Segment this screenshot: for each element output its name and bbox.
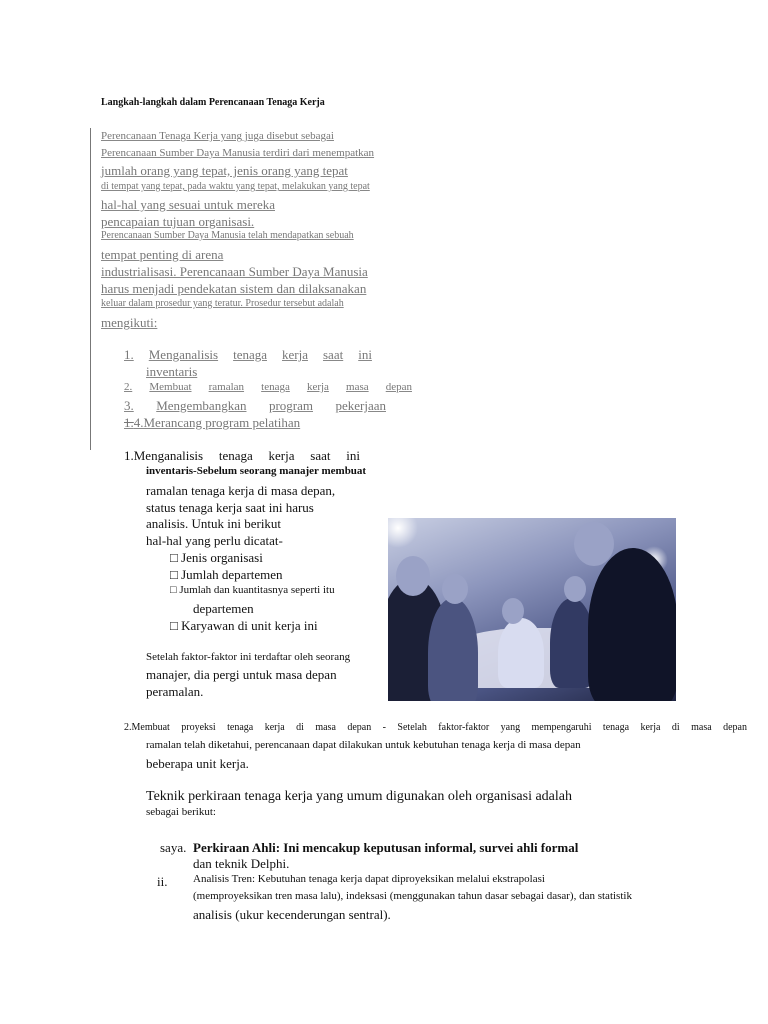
- intro-line: industrialisasi. Perencanaan Sumber Daya Manusia: [101, 264, 368, 279]
- technique-item: analisis (ukur kecenderungan sentral).: [193, 907, 391, 922]
- step-1-continued: inventaris: [146, 364, 198, 379]
- step-3: 3. Mengembangkan program pekerjaan: [124, 398, 386, 413]
- section1-line: analisis. Untuk ini berikut: [146, 516, 282, 531]
- intro-line: Perencanaan Sumber Daya Manusia terdiri dari menempatkan: [101, 147, 375, 159]
- section2-line: 2.Membuat proyeksi tenaga kerja di masa depan - Setelah faktor-faktor yang mempengaruhi tenaga kerja di masa depan: [124, 722, 747, 733]
- bullet-item-continued: departemen: [193, 601, 254, 616]
- technique-intro: sebagai berikut:: [146, 806, 216, 818]
- intro-line: hal-hal yang sesuai untuk mereka: [101, 197, 275, 212]
- technique-item: (memproyeksikan tren masa lalu), indeksasi (menggunakan tahun dasar sebagai dasar), dan statistik: [193, 890, 632, 902]
- section1-after: peramalan.: [146, 684, 204, 699]
- intro-line: Perencanaan Sumber Daya Manusia telah mendapatkan sebuah: [101, 230, 354, 241]
- section1-line: ramalan tenaga kerja di masa depan,: [146, 483, 336, 498]
- step-2: 2. Membuat ramalan tenaga kerja masa depan: [124, 381, 412, 393]
- section1-after: manajer, dia pergi untuk masa depan: [146, 667, 337, 682]
- intro-line: pencapaian tujuan organisasi.: [101, 214, 255, 229]
- page-title: Langkah-langkah dalam Perencanaan Tenaga Kerja: [101, 97, 325, 108]
- section1-bold-line: inventaris-Sebelum seorang manajer membuat: [146, 465, 367, 477]
- intro-line: Perencanaan Tenaga Kerja yang juga disebut sebagai: [101, 130, 334, 142]
- step-4: 1.4.Merancang program pelatihan: [124, 415, 301, 430]
- technique-intro: Teknik perkiraan tenaga kerja yang umum digunakan oleh organisasi adalah: [146, 789, 573, 804]
- section1-heading: 1.Menganalisis tenaga kerja saat ini: [124, 448, 360, 463]
- intro-line: harus menjadi pendekatan sistem dan dilaksanakan: [101, 281, 367, 296]
- intro-line: mengikuti:: [101, 315, 158, 330]
- list-label: saya.: [160, 840, 187, 855]
- section1-line: status tenaga kerja saat ini harus: [146, 500, 314, 515]
- section1-line: hal-hal yang perlu dicatat-: [146, 533, 283, 548]
- intro-line: di tempat yang tepat, pada waktu yang tepat, melakukan yang tepat: [101, 181, 370, 192]
- intro-line: keluar dalam prosedur yang teratur. Prosedur tersebut adalah: [101, 298, 344, 309]
- bullet-item: □ Jenis organisasi: [170, 550, 263, 565]
- section2-line: beberapa unit kerja.: [146, 756, 249, 771]
- step-1: 1. Menganalisis tenaga kerja saat ini: [124, 347, 372, 362]
- bullet-item: □ Karyawan di unit kerja ini: [170, 618, 318, 633]
- technique-item: dan teknik Delphi.: [193, 856, 290, 871]
- meeting-photo: [388, 518, 676, 701]
- intro-line: tempat penting di arena: [101, 247, 224, 262]
- intro-line: jumlah orang yang tepat, jenis orang yang tepat: [101, 163, 348, 178]
- list-label: ii.: [157, 874, 168, 889]
- technique-item: Perkiraan Ahli: Ini mencakup keputusan informal, survei ahli formal: [193, 840, 579, 855]
- section1-after: Setelah faktor-faktor ini terdaftar oleh seorang: [146, 651, 351, 663]
- bullet-item: □ Jumlah dan kuantitasnya seperti itu: [170, 584, 335, 596]
- revision-bar: [90, 128, 91, 450]
- technique-item: Analisis Tren: Kebutuhan tenaga kerja dapat diproyeksikan melalui ekstrapolasi: [193, 873, 545, 885]
- bullet-item: □ Jumlah departemen: [170, 567, 283, 582]
- section2-line: ramalan telah diketahui, perencanaan dapat dilakukan untuk kebutuhan tenaga kerja di masa depan: [146, 739, 581, 751]
